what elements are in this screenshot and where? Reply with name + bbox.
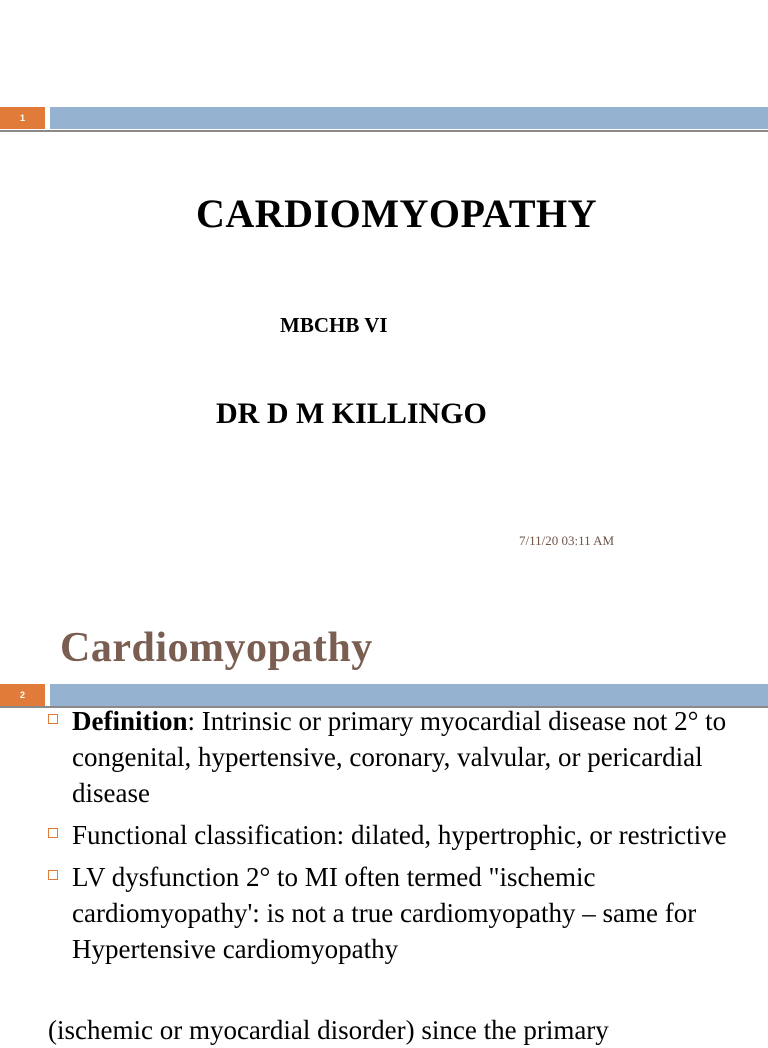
bullet-item	[48, 703, 748, 811]
bullet-text: : Intrinsic or primary myocardial disease not 2° to congenital, hypertensive, coronary, valvular, or pericardial disease	[72, 706, 727, 808]
slide-header-bar	[0, 107, 768, 129]
bullet-list	[48, 703, 748, 973]
header-blue-bar	[50, 107, 768, 129]
square-bullet-icon	[48, 828, 58, 838]
bullet-item	[48, 859, 748, 967]
bullet-item	[48, 817, 748, 853]
slide-2	[0, 610, 768, 1045]
square-bullet-icon	[48, 870, 58, 880]
bullet-text: LV dysfunction 2° to MI often termed "ischemic cardiomyopathy': is not a true cardiomyopathy – same for Hypertensive cardiomyopathy	[72, 862, 697, 964]
slide-date: 7/11/20 03:11 AM	[519, 533, 615, 548]
header-rule	[0, 130, 768, 132]
author-name: DR D M KILLINGO	[216, 397, 487, 430]
square-bullet-icon	[48, 714, 58, 724]
bullet-bold-term: Definition	[72, 706, 188, 736]
continuation-text: (ischemic or myocardial disorder) since the primary	[48, 1015, 609, 1045]
slide-title: CARDIOMYOPATHY	[195, 191, 598, 236]
slide-number: 1	[0, 107, 45, 129]
slide-subtitle: MBCHB VI	[280, 313, 388, 337]
bullet-text: Functional classification: dilated, hypertrophic, or restrictive	[72, 820, 727, 850]
slide-number: 2	[0, 684, 45, 706]
slide-title: Cardiomyopathy	[60, 625, 373, 671]
